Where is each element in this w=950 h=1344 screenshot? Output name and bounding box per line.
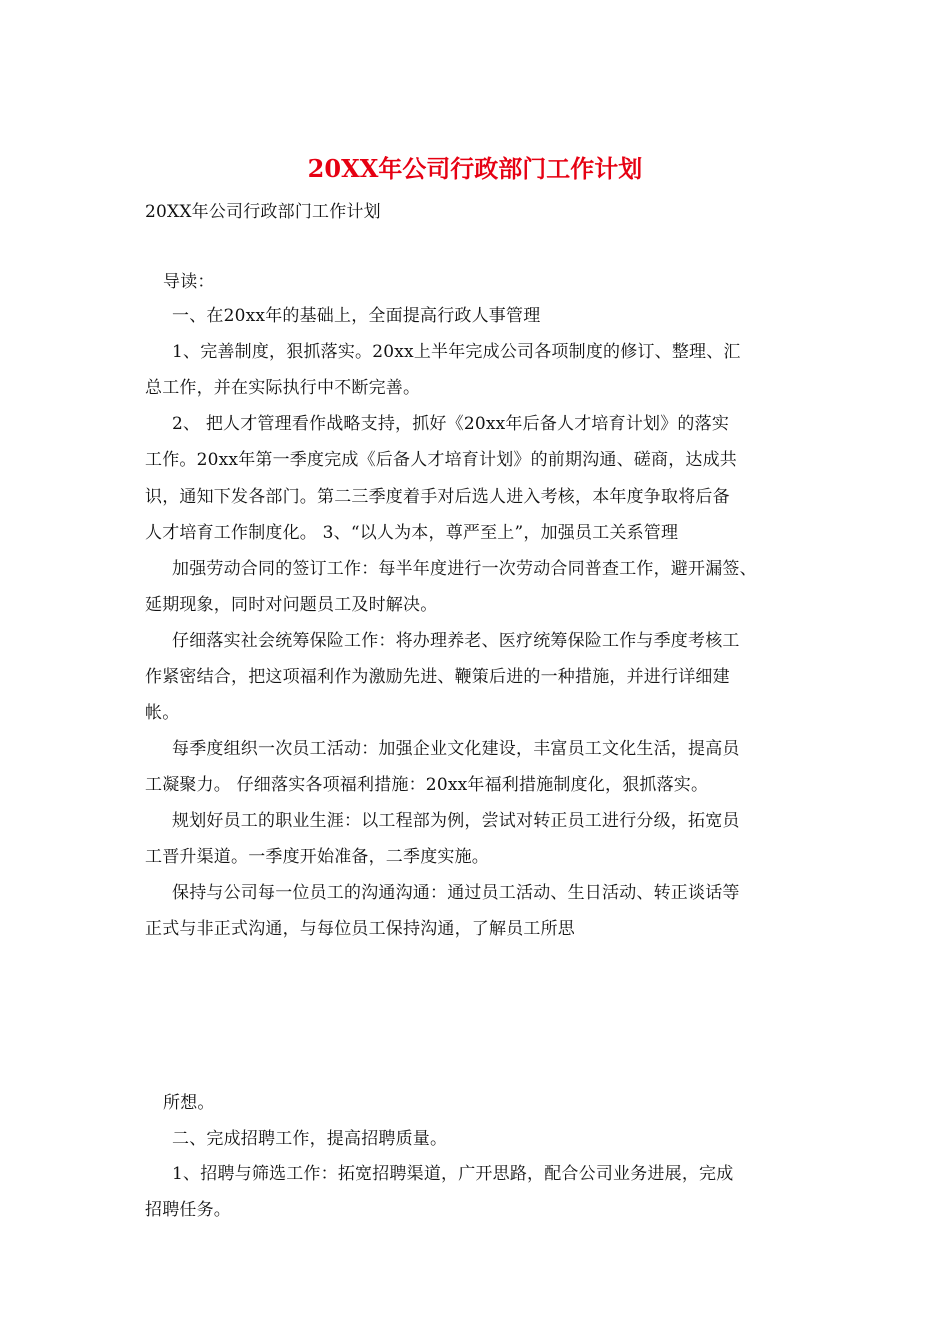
paragraph-line: 工晋升渠道。一季度开始准备，二季度实施。	[145, 847, 489, 867]
intro-label: 导读：	[163, 272, 215, 292]
paragraph-line: 人才培育工作制度化。 3、“以人为本，尊严至上”，加强员工关系管理	[145, 523, 679, 543]
paragraph-line: 2、 把人才管理看作战略支持，抓好《20xx年后备人才培育计划》的落实	[172, 414, 730, 434]
paragraph-line: 规划好员工的职业生涯：以工程部为例，尝试对转正员工进行分级，拓宽员	[172, 811, 740, 831]
section-heading: 一、在20xx年的基础上，全面提高行政人事管理	[172, 306, 541, 326]
paragraph-line: 1、完善制度，狠抓落实。20xx上半年完成公司各项制度的修订、整理、汇	[172, 342, 741, 362]
section-heading: 二、完成招聘工作，提高招聘质量。	[172, 1129, 448, 1149]
paragraph-line: 所想。	[163, 1093, 215, 1113]
paragraph-line: 总工作，并在实际执行中不断完善。	[145, 378, 421, 398]
paragraph-line: 延期现象，同时对问题员工及时解决。	[145, 595, 438, 615]
paragraph-line: 工作。20xx年第一季度完成《后备人才培育计划》的前期沟通、磋商，达成共	[145, 450, 738, 470]
paragraph-line: 保持与公司每一位员工的沟通沟通：通过员工活动、生日活动、转正谈话等	[172, 883, 740, 903]
paragraph-line: 每季度组织一次员工活动：加强企业文化建设，丰富员工文化生活，提高员	[172, 739, 740, 759]
paragraph-line: 加强劳动合同的签订工作：每半年度进行一次劳动合同普查工作，避开漏签、	[172, 559, 757, 579]
paragraph-line: 1、招聘与筛选工作：拓宽招聘渠道，广开思路，配合公司业务进展，完成	[172, 1164, 734, 1184]
paragraph-line: 帐。	[145, 703, 180, 723]
document-subtitle: 20XX年公司行政部门工作计划	[145, 202, 381, 222]
paragraph-line: 识，通知下发各部门。第二三季度着手对后选人进入考核，本年度争取将后备	[145, 487, 730, 507]
paragraph-line: 仔细落实社会统筹保险工作：将办理养老、医疗统筹保险工作与季度考核工	[172, 631, 740, 651]
paragraph-line: 作紧密结合，把这项福利作为激励先进、鞭策后进的一种措施，并进行详细建	[145, 667, 730, 687]
paragraph-line: 工凝聚力。 仔细落实各项福利措施：20xx年福利措施制度化，狠抓落实。	[145, 775, 709, 795]
paragraph-line: 招聘任务。	[145, 1200, 231, 1220]
document-title: 20XX年公司行政部门工作计划	[307, 154, 643, 183]
paragraph-line: 正式与非正式沟通，与每位员工保持沟通，了解员工所思	[145, 919, 575, 939]
